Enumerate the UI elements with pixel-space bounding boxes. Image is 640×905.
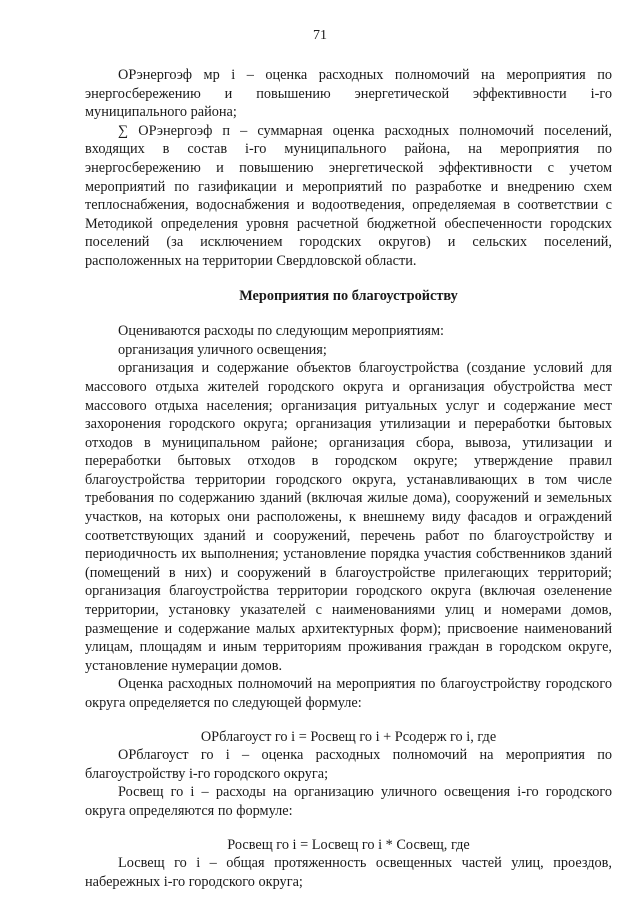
page-content (85, 66, 612, 891)
estimate-intro: Оценка расходных полномочий на мероприятия по благоустройству городского округа определяется по следующей формуле: (85, 676, 612, 711)
list-item-improvement-objects: организация и содержание объектов благоустройства (создание условий для массового отдыха жителей городского округа и организация обустройства мест массового отдыха населения; организация ритуальных услуг и содержание мест захоронения городского округа; организация утилизации и переработки бытовых отходов в муниципальном районе; организация сбора, вывоза, утилизации и переработки бытовых отходов в городском округе; утверждение правил благоустройства территории городского округа, устанавливающих в том числе требования по содержанию зданий (включая жилые дома), сооружений и земельных участков, на которых они расположены, к внешнему виду фасадов и ограждений соответствующих зданий и сооружений, перечень работ по благоустройству и периодичность их выполнения; установление порядка участия собственников зданий (помещений в них) и сооружений в благоустройстве прилегающих территорий; организация благоустройства территории городского округа (включая озеленение территории, установку указателей с наименованиями улиц и номерами домов, размещение и содержание малых архитектурных форм); присвоение наименований улицам, площадям и иным территориям проживания граждан в городском округе, установление нумерации домов. (85, 360, 612, 674)
list-item-lighting: организация уличного освещения; (118, 341, 327, 358)
definition-lighting-costs: Росвещ го i – расходы на организацию уличного освещения i-го городского округа определяются по формуле: (85, 784, 612, 819)
section-heading: Мероприятия по благоустройству (239, 287, 458, 304)
paragraph-energy-district: ОРэнергоэф мр i – оценка расходных полномочий на мероприятия по энергосбережению и повышению энергетической эффективности i-го муниципального района; (85, 67, 612, 121)
definition-lighting-length: Lосвещ го i – общая протяженность освещенных частей улиц, проездов, набережных i-го городского округа; (85, 855, 612, 890)
page-number: 71 (313, 28, 327, 43)
formula-improvement: ОРблагоуст го i = Росвещ го i + Рсодерж го i, где (200, 728, 497, 745)
paragraph-energy-settlements: ∑ ОРэнергоэф п – суммарная оценка расходных полномочий поселений, входящих в состав i-го муниципального района, на мероприятия по энергосбережению и повышению энергетической эффективности с учетом мероприятий по газификации и мероприятий по разработке и внедрению схем теплоснабжения, водоснабжения и водоотведения, определяемая в соответствии с Методикой определения уровня расчетной бюджетной обеспеченности городских поселений (за исключением городских округов) и сельских поселений, расположенных на территории Свердловской области. (85, 122, 612, 269)
list-intro: Оцениваются расходы по следующим мероприятиям: (118, 323, 444, 340)
definition-improvement: ОРблагоуст го i – оценка расходных полномочий на мероприятия по благоустройству i-го городского округа; (85, 747, 612, 782)
formula-lighting: Росвещ го i = Lосвещ го i * Cосвещ, где (227, 836, 470, 853)
